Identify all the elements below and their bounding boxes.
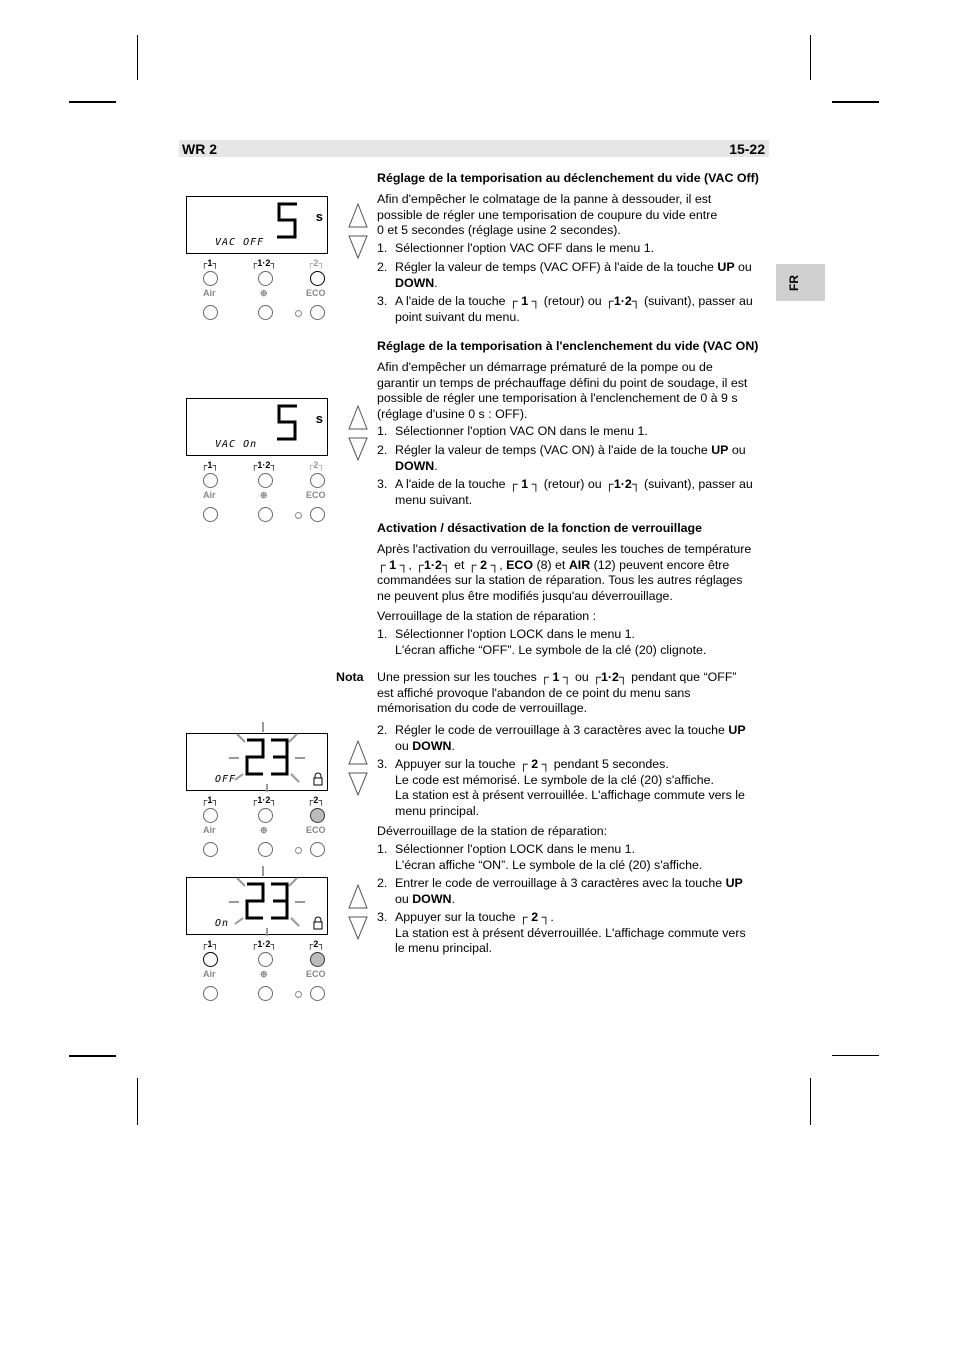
line: mémorisation du code de verrouillage. [377,701,588,715]
eco-label: ECO [306,288,326,298]
text: , [408,557,416,572]
down-word: DOWN [395,275,435,290]
text: Appuyer sur la touche [395,910,519,924]
key-2-symbol: ┌ 2 ┐ [518,910,551,924]
section-title: Réglage de la temporisation à l'enclenchement du vide (VAC ON) [377,339,759,353]
blinking-digits [227,720,307,796]
up-down-arrows[interactable] [348,884,368,940]
eco-button[interactable] [310,305,325,320]
lcd-display [186,877,328,935]
crop-mark [137,35,138,80]
led-indicator [295,847,302,854]
eco-label: ECO [306,490,326,500]
up-down-arrows[interactable] [348,203,368,259]
air-label: Air [203,825,216,835]
item-number: 1. [377,627,388,641]
key-1-label: 1 [207,460,213,470]
vacuum-icon: ⊕ [260,288,268,298]
key-2-button[interactable] [310,808,325,823]
key-2-label: 2 [313,795,319,805]
crop-mark [832,101,879,103]
text: le menu principal. [395,941,493,955]
key-lock-icon [313,916,323,930]
air-label: Air [203,490,216,500]
text: Appuyer sur la touche [395,757,519,771]
air-label: Air [203,969,216,979]
key-12-label: 1·2 [257,460,271,470]
text: (retour) ou [540,477,606,491]
crop-mark [69,101,116,103]
seven-segment-digit [273,201,301,241]
key-panel: ┌1┐ ┌1·2┐ ┌2┐ Air ⊕ ECO [196,460,336,528]
air-button[interactable] [203,507,218,522]
text: ou [728,443,746,457]
subheading: Déverrouillage de la station de réparation: [377,824,608,838]
text: et [450,557,468,572]
key-1-symbol: ┌ 1 ┐ [508,294,541,308]
lcd-display [186,196,328,254]
air-button[interactable] [203,986,218,1001]
key-2-label: 2 [313,460,319,470]
vacuum-icon: ⊕ [260,490,268,500]
key-12-symbol: ┌1·2┐ [605,477,641,491]
item-number: 1. [377,424,388,438]
line [377,670,767,686]
text: (suivant), passer au [640,294,753,308]
eco-button[interactable] [310,842,325,857]
crop-mark [69,1055,116,1057]
line: commandées sur la station de réparation. Tous les autres réglages [377,573,743,587]
item-number: 2. [377,723,388,737]
air-button[interactable] [203,305,218,320]
key-12-label: 1·2 [257,795,271,805]
lcd-display [186,733,328,791]
text: point suivant du menu. [395,309,520,324]
text: menu suivant. [395,492,473,507]
text: La station est à présent déverrouillée. L'affichage commute vers [395,925,746,940]
key-12-button[interactable] [258,952,273,967]
vacuum-button[interactable] [258,305,273,320]
text: menu principal. [395,803,480,818]
line: ne peuvent plus être modifiés jusqu'au déverrouillage. [377,588,673,603]
text: Une pression sur les touches [377,670,541,684]
up-down-arrows[interactable] [348,405,368,461]
key-2-label: 2 [313,258,319,268]
vacuum-icon: ⊕ [260,969,268,979]
item-number: 2. [377,876,388,890]
text: . [451,891,455,906]
language-tab [776,264,825,301]
display-mode-text: VAC OFF [215,237,265,248]
text: Sélectionner l'option LOCK dans le menu 1. [395,627,635,641]
text: (8) et [533,557,569,572]
key-12-button[interactable] [258,473,273,488]
air-word: AIR [568,557,591,572]
key-1-label: 1 [207,258,213,268]
key-1-label: 1 [207,795,213,805]
text: La station est à présent verrouillée. L'affichage commute vers le [395,788,745,802]
eco-label: ECO [306,825,326,835]
crop-mark [810,1078,811,1125]
text: Régler la valeur de temps (VAC OFF) à l'aide de la touche [395,260,718,274]
line: Afin d'empêcher le colmatage de la panne à dessouder, il est [377,192,712,206]
text: Sélectionner l'option LOCK dans le menu 1. [395,842,635,856]
key-1-symbol: ┌ 1 ┐ [540,670,572,684]
text: , [499,557,507,572]
display-mode-text: VAC On [215,439,258,450]
item-number: 3. [377,910,388,924]
line: (réglage d'usine 0 s : OFF). [377,406,528,421]
item-number: 1. [377,241,388,255]
up-word: UP [717,260,735,274]
air-button[interactable] [203,842,218,857]
vacuum-button[interactable] [258,986,273,1001]
line: Afin d'empêcher un démarrage prématuré de la pompe ou de [377,360,713,374]
text: L'écran affiche “ON”. Le symbole de la clé (20) s'affiche. [395,857,703,872]
display-mode-text: On [215,918,230,929]
section-title: Réglage de la temporisation au déclenchement du vide (VAC Off) [377,171,759,185]
key-12-symbol: ┌1·2┐ [592,670,628,684]
up-word: UP [728,723,746,737]
eco-word: ECO [506,557,534,572]
key-2-symbol: ┌ 2 ┐ [467,557,500,572]
key-1-symbol: ┌ 1 ┐ [508,477,541,491]
text: . [550,910,554,924]
eco-button[interactable] [310,507,325,522]
crop-mark [810,35,811,80]
eco-label: ECO [306,969,326,979]
text: ou [571,670,593,684]
item-number: 3. [377,294,388,308]
text: . [434,458,438,473]
text: Régler le code de verrouillage à 3 caractères avec la touche [395,723,729,737]
up-word: UP [711,443,729,457]
item-number: 2. [377,443,388,457]
vacuum-button[interactable] [258,842,273,857]
line: 0 et 5 secondes (réglage usine 2 secondes). [377,223,621,237]
text: (12) peuvent encore être [590,557,730,572]
unit-label: s [315,411,323,426]
down-word: DOWN [395,458,435,473]
text: Régler la valeur de temps (VAC ON) à l'aide de la touche [395,443,712,457]
item-number: 1. [377,842,388,856]
text: Le code est mémorisé. Le symbole de la clé (20) s'affiche. [395,772,714,787]
line: Après l'activation du verrouillage, seules les touches de température [377,542,752,556]
key-12-label: 1·2 [257,939,271,949]
section-title: Activation / désactivation de la fonction de verrouillage [377,521,702,535]
text: pendant 5 secondes. [550,757,669,771]
blinking-digits [227,864,307,940]
item-text: Sélectionner l'option VAC OFF dans le menu 1. [395,241,655,255]
down-word: DOWN [412,891,452,906]
key-1-button[interactable] [203,952,218,967]
crop-mark [832,1055,879,1056]
paragraph [377,542,767,604]
key-2-label: 2 [313,939,319,949]
text: . [451,738,455,753]
paragraph [377,192,767,239]
display-mode-text: OFF [215,774,237,785]
note-label: Nota [336,670,364,684]
key-12-label: 1·2 [257,258,271,268]
text: pendant que “OFF” [627,670,737,684]
key-lock-icon [313,772,323,786]
key-12-symbol: ┌1·2┐ [415,557,451,572]
key-2-button[interactable] [310,271,325,286]
paragraph [377,360,767,422]
key-panel: ┌1┐ ┌1·2┐ ┌2┐ Air ⊕ ECO [196,258,336,326]
up-word: UP [725,876,743,890]
item-text: Sélectionner l'option VAC ON dans le menu 1. [395,424,648,438]
text: A l'aide de la touche [395,477,509,491]
item-number: 3. [377,477,388,491]
text: ou [395,738,413,753]
key-2-button[interactable] [310,473,325,488]
led-indicator [295,310,302,317]
key-panel: ┌1┐ ┌1·2┐ ┌2┐ Air ⊕ ECO [196,939,336,1007]
text: (retour) ou [540,294,606,308]
key-12-button[interactable] [258,808,273,823]
key-1-button[interactable] [203,271,218,286]
down-word: DOWN [412,738,452,753]
text: . [434,275,438,290]
key-1-button[interactable] [203,808,218,823]
language-label: FR [787,275,801,291]
text: (suivant), passer au [640,477,753,491]
page-number: 15-22 [729,141,765,157]
led-indicator [295,512,302,519]
unit-label: s [315,209,323,224]
key-2-button[interactable] [310,952,325,967]
line: est affiché provoque l'abandon de ce point du menu sans [377,685,691,700]
line: possible de régler une temporisation à l'enclenchement de 0 à 9 s [377,391,738,405]
led-indicator [295,991,302,998]
page-header [179,140,769,157]
vacuum-button[interactable] [258,507,273,522]
subheading: Verrouillage de la station de réparation : [377,609,597,623]
vacuum-icon: ⊕ [260,825,268,835]
key-1-button[interactable] [203,473,218,488]
doc-code: WR 2 [182,141,217,157]
text: L'écran affiche “OFF”. Le symbole de la clé (20) clignote. [395,642,707,657]
text: A l'aide de la touche [395,294,509,308]
line: possible de régler une temporisation de coupure du vide entre [377,207,718,222]
key-2-symbol: ┌ 2 ┐ [518,757,551,771]
line: garantir un temps de préchauffage défini du point de soudage, il est [377,375,748,390]
key-1-label: 1 [207,939,213,949]
air-label: Air [203,288,216,298]
note-text [377,670,767,717]
key-12-symbol: ┌1·2┐ [605,294,641,308]
item-number: 2. [377,260,388,274]
text: ou [395,891,413,906]
crop-mark [137,1078,138,1125]
key-panel: ┌1┐ ┌1·2┐ ┌2┐ Air ⊕ ECO [196,795,336,863]
lcd-display [186,398,328,456]
key-1-symbol: ┌ 1 ┐ [377,557,409,572]
eco-button[interactable] [310,986,325,1001]
key-12-button[interactable] [258,271,273,286]
text: Entrer le code de verrouillage à 3 caractères avec la touche [395,876,726,890]
item-number: 3. [377,757,388,771]
line [377,558,767,574]
up-down-arrows[interactable] [348,740,368,796]
text: ou [734,260,752,274]
seven-segment-digit [273,403,301,443]
